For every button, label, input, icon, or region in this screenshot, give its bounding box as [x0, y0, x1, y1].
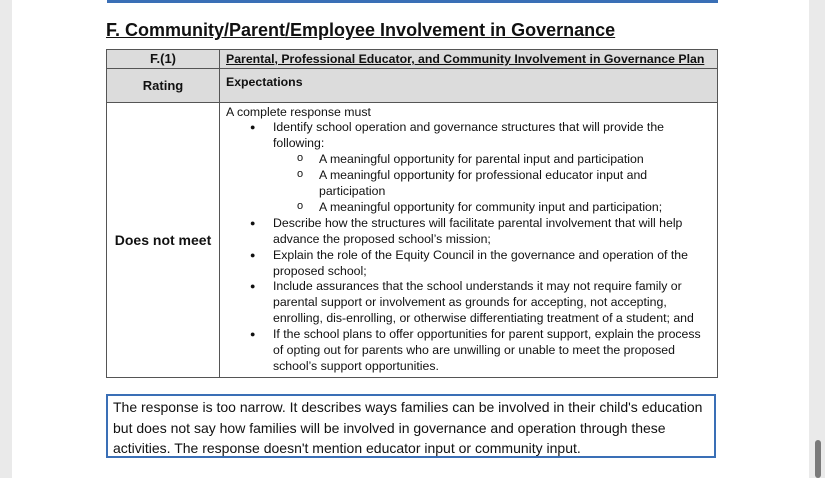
- plan-title-cell: Parental, Professional Educator, and Community Involvement in Governance Plan: [220, 50, 718, 69]
- expectation-item: ● Include assurances that the school understands it may not require family or parental support or involvement as grounds for accepting, not accepting, enrolling, dis-enrolling, or otherwise differentiating treatment of a student; and: [226, 279, 711, 327]
- section-heading: F. Community/Parent/Employee Involvement in Governance: [106, 20, 616, 40]
- expectation-item: ● Explain the role of the Equity Council in the governance and operation of the proposed school;: [226, 248, 711, 280]
- rating-value: Does not meet: [107, 102, 220, 377]
- vertical-scrollbar[interactable]: [815, 440, 821, 478]
- reviewer-comment-box: The response is too narrow. It describes ways families can be involved in their child's education but does not say how families will be involved in governance and operation through these activities. The response doesn't mention educator input or community input.: [106, 394, 716, 458]
- expectation-item: ● Describe how the structures will facilitate parental involvement that will help advance the proposed school’s mission;: [226, 216, 711, 248]
- expectation-subitem: o A meaningful opportunity for professional educator input and participation: [226, 168, 711, 200]
- table-row-header: [107, 68, 718, 102]
- table-row-plan: [107, 50, 718, 69]
- expectation-item: ● If the school plans to offer opportunities for parent support, explain the process of opting out for parents who are unwilling or unable to meet the proposed school’s support opportunities.: [226, 327, 711, 375]
- previous-comment-box-edge: [107, 0, 718, 3]
- expectation-subitem: o A meaningful opportunity for parental input and participation: [226, 152, 711, 168]
- expectation-subitem: o A meaningful opportunity for community input and participation;: [226, 200, 711, 216]
- criterion-id-cell: [107, 50, 220, 69]
- table-row-rating: [107, 102, 718, 377]
- expectations-list: [226, 120, 711, 375]
- expectation-item: ● Identify school operation and governance structures that will provide the following:: [226, 120, 711, 152]
- expectations-cell: [220, 102, 718, 377]
- rating-header-cell: [107, 68, 220, 102]
- expectations-intro: A complete response must: [226, 104, 371, 119]
- rating-header: Rating: [142, 77, 184, 93]
- rubric-table: [106, 49, 718, 378]
- expectations-header: Expectations: [220, 68, 718, 102]
- criterion-id: F.(1): [150, 51, 176, 67]
